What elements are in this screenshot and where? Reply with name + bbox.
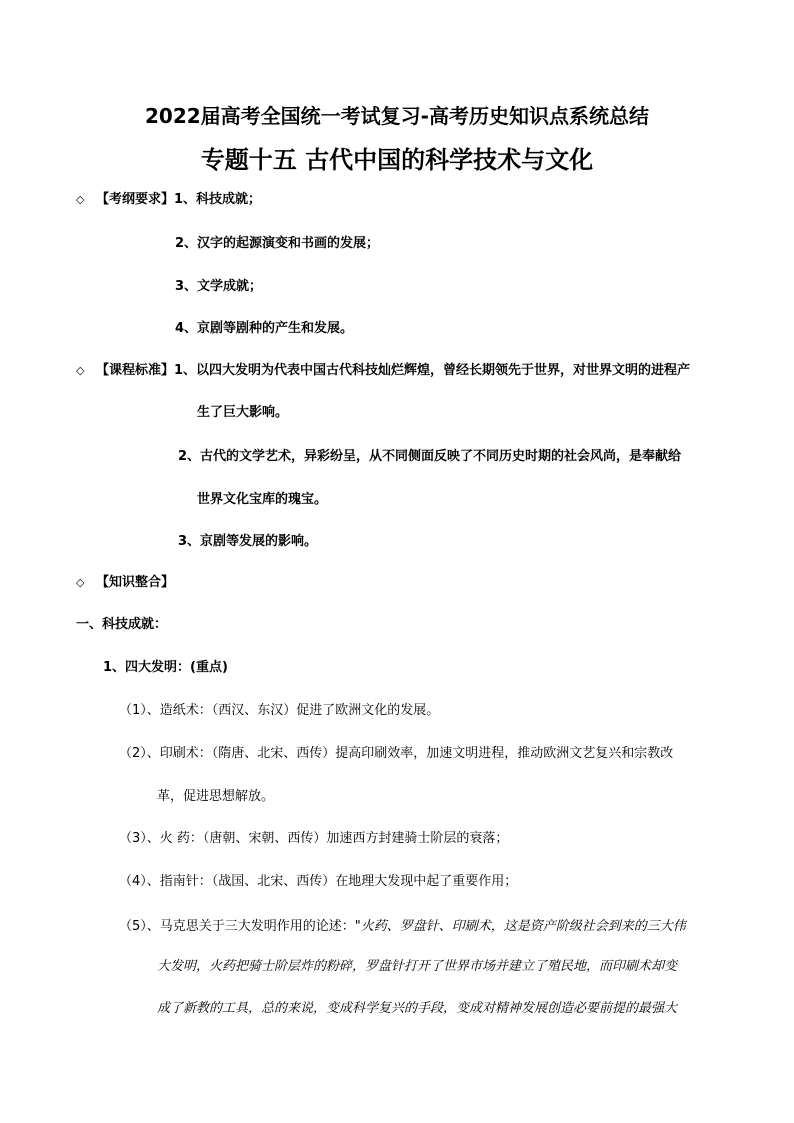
diamond-bullet-icon: ◇ (76, 364, 85, 377)
curriculum-standard-continuation: 世界文化宝库的瑰宝。 (197, 492, 328, 507)
section-heading: 一、科技成就： (76, 617, 168, 632)
diamond-bullet-icon: ◇ (76, 193, 85, 206)
marx-quote-intro: （5）、马克思关于三大发明作用的论述： (119, 919, 355, 934)
invention-paragraph: （4）、指南针：（战国、北宋、西传）在地理大发现中起了重要作用； (119, 874, 518, 889)
curriculum-standard-continuation: 生了巨大影响。 (197, 405, 289, 420)
exam-requirements-heading (76, 193, 261, 206)
invention-paragraph: （1）、造纸术：（西汉、东汉）促进了欧洲文化的发展。 (119, 703, 440, 718)
marx-quote-text: 成了新教的工具，总的来说，变成科学复兴的手段，变成对精神发展创造必要前提的最强大 (157, 1001, 678, 1016)
curriculum-standards-heading (76, 364, 690, 377)
diamond-bullet-icon: ◇ (76, 576, 85, 589)
curriculum-standard-item: 2、古代的文学艺术，异彩纷呈，从不同侧面反映了不同历史时期的社会风尚，是奉献给 (178, 449, 682, 464)
document-title: 2022届高考全国统一考试复习-高考历史知识点系统总结 (145, 104, 649, 128)
invention-paragraph-continuation: 革，促进思想解放。 (157, 789, 275, 804)
exam-requirements-label: 【考纲要求】 (96, 192, 175, 207)
exam-requirement-item: 2、汉字的起源演变和书画的发展； (175, 236, 380, 251)
invention-paragraph: （2）、印刷术：（隋唐、北宋、西传）提高印刷效率，加速文明进程，推动欧洲文艺复兴和宗教改 (119, 746, 674, 761)
knowledge-integration-heading (76, 576, 174, 589)
marx-quote-paragraph (119, 917, 686, 933)
topic-title: 专题十五 古代中国的科学技术与文化 (200, 146, 594, 174)
curriculum-standard-item: 1、以四大发明为代表中国古代科技灿烂辉煌，曾经长期领先于世界，对世界文明的进程产 (174, 363, 691, 378)
invention-paragraph: （3）、火 药：（唐朝、宋朝、西传）加速西方封建骑士阶层的衰落； (119, 831, 509, 846)
exam-requirement-item: 1、科技成就； (174, 192, 262, 207)
subsection-heading: 1、四大发明：(重点) (103, 660, 228, 675)
curriculum-standard-item: 3、京剧等发展的影响。 (178, 534, 318, 549)
exam-requirement-item: 3、文学成就； (175, 279, 263, 294)
exam-requirement-item: 4、京剧等剧种的产生和发展。 (175, 321, 354, 336)
marx-quote-text: "火药、罗盘针、印刷术，这是资产阶级社会到来的三大伟 (354, 919, 686, 934)
knowledge-integration-label: 【知识整合】 (96, 575, 175, 590)
curriculum-standards-label: 【课程标准】 (96, 363, 175, 378)
marx-quote-text: 大发明，火药把骑士阶层炸的粉碎，罗盘针打开了世界市场并建立了殖民地，而印刷术却变 (157, 959, 678, 974)
